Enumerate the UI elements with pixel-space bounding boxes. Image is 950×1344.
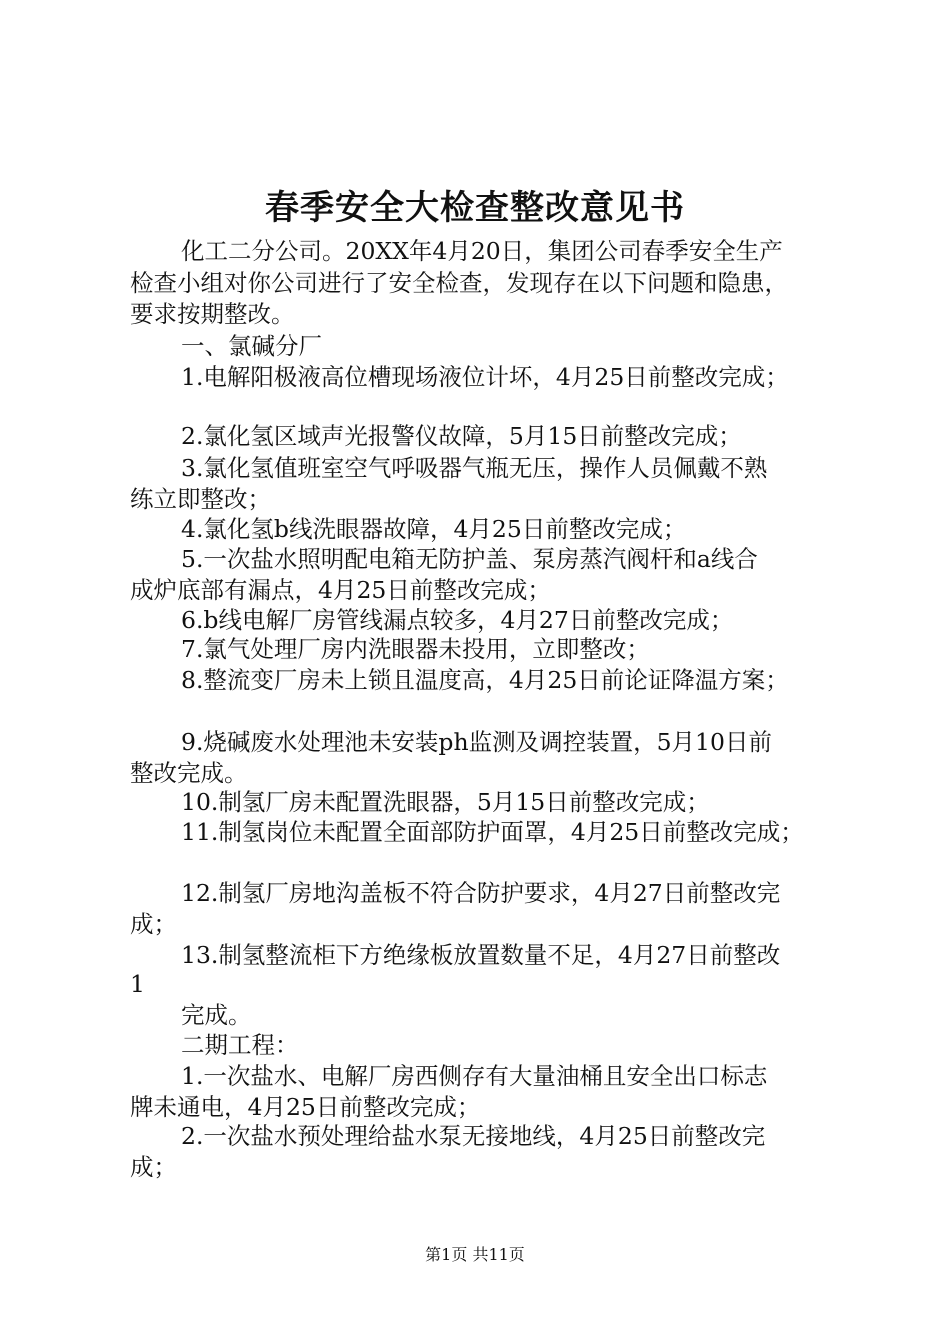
body-line: 1.电解阳极液高位槽现场液位计坏，4月25日前整改完成；	[181, 363, 789, 391]
body-line: 检查小组对你公司进行了安全检查，发现存在以下问题和隐患，	[130, 269, 788, 297]
body-line: 练立即整改；	[130, 485, 271, 513]
body-line: 6.b线电解厂房管线漏点较多，4月27日前整改完成；	[181, 606, 734, 634]
body-line: 8.整流变厂房未上锁且温度高，4月25日前论证降温方案；	[181, 666, 789, 694]
document-title: 春季安全大检查整改意见书	[265, 188, 685, 228]
body-line: 要求按期整改。	[130, 300, 295, 328]
body-line: 成；	[130, 910, 177, 938]
body-line: 4.氯化氢b线洗眼器故障，4月25日前整改完成；	[181, 515, 687, 543]
body-line: 11.制氢岗位未配置全面部防护面罩，4月25日前整改完成；	[181, 818, 804, 846]
body-line: 7.氯气处理厂房内洗眼器未投用，立即整改；	[181, 635, 650, 663]
body-line: 3.氯化氢值班室空气呼吸器气瓶无压，操作人员佩戴不熟	[181, 454, 768, 482]
body-line: 成；	[130, 1153, 177, 1181]
body-line: 10.制氢厂房未配置洗眼器，5月15日前整改完成；	[181, 788, 710, 816]
body-line: 整改完成。	[130, 759, 248, 787]
page-number-marker: 1	[130, 970, 145, 998]
section-heading: 二期工程：	[181, 1031, 299, 1059]
section-heading: 一、氯碱分厂	[181, 332, 322, 360]
page-footer: 第1页 共11页	[425, 1245, 525, 1264]
body-line: 1.一次盐水、电解厂房西侧存有大量油桶且安全出口标志	[181, 1062, 768, 1090]
body-line: 12.制氢厂房地沟盖板不符合防护要求，4月27日前整改完	[181, 879, 781, 907]
body-line: 2.一次盐水预处理给盐水泵无接地线，4月25日前整改完	[181, 1122, 766, 1150]
body-line: 牌未通电，4月25日前整改完成；	[130, 1093, 481, 1121]
body-line: 5.一次盐水照明配电箱无防护盖、泵房蒸汽阀杆和a线合	[181, 545, 758, 573]
body-line: 完成。	[181, 1001, 252, 1029]
body-line: 2.氯化氢区域声光报警仪故障，5月15日前整改完成；	[181, 422, 742, 450]
body-line: 化工二分公司。20XX年4月20日，集团公司春季安全生产	[181, 237, 783, 265]
body-line: 13.制氢整流柜下方绝缘板放置数量不足，4月27日前整改	[181, 941, 781, 969]
body-line: 9.烧碱废水处理池未安装ph监测及调控装置，5月10日前	[181, 728, 772, 756]
body-line: 成炉底部有漏点，4月25日前整改完成；	[130, 576, 551, 604]
